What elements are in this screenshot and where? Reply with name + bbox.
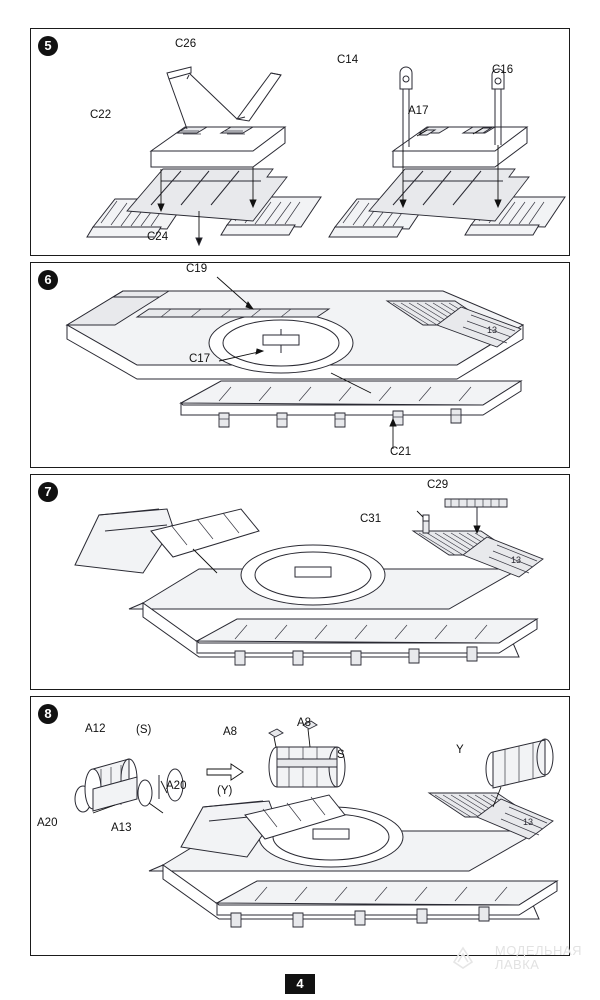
step-6-badge: 6 <box>38 270 58 290</box>
watermark-line-2: ЛАВКА <box>494 957 540 972</box>
part-label-y: Y <box>456 744 464 756</box>
part-label-y-alt: (Y) <box>217 785 233 797</box>
part-label-a8-right: A8 <box>297 717 312 729</box>
part-label-a8-left: A8 <box>223 726 238 738</box>
part-label-a20-top: A20 <box>166 780 187 792</box>
part-label-c29: C29 <box>427 479 449 491</box>
part-label-a13: A13 <box>111 822 132 834</box>
part-label-c17: C17 <box>189 353 211 365</box>
step-6-artwork <box>31 263 571 469</box>
part-label-c19: C19 <box>186 263 208 275</box>
step-5-panel <box>30 28 570 256</box>
part-label-s-alt: (S) <box>136 724 152 736</box>
step-8-badge: 8 <box>38 704 58 724</box>
part-label-s: S <box>337 749 345 761</box>
part-label-a20-left: A20 <box>37 817 58 829</box>
part-label-a17: A17 <box>408 105 429 117</box>
step-5-badge: 5 <box>38 36 58 56</box>
step-5-artwork <box>31 29 571 257</box>
page-number: 4 <box>285 974 315 994</box>
watermark-logo-icon <box>452 946 474 970</box>
step-7-artwork <box>31 475 571 691</box>
part-label-c16: C16 <box>492 64 514 76</box>
svg-text:13: 13 <box>511 555 522 565</box>
part-label-c31: C31 <box>360 513 382 525</box>
part-label-c26: C26 <box>175 38 197 50</box>
watermark-text <box>495 944 582 972</box>
svg-text:13: 13 <box>487 325 498 335</box>
svg-text:13: 13 <box>523 817 534 827</box>
step-7-panel <box>30 474 570 690</box>
part-label-c24: C24 <box>147 231 169 243</box>
part-label-a12: A12 <box>85 723 106 735</box>
part-label-c22: C22 <box>90 109 112 121</box>
step-7-badge: 7 <box>38 482 58 502</box>
part-label-c14: C14 <box>337 54 359 66</box>
watermark-line-1: МОДЕЛЬНАЯ <box>494 943 582 958</box>
part-label-c21: C21 <box>390 446 412 458</box>
step-6-panel <box>30 262 570 468</box>
